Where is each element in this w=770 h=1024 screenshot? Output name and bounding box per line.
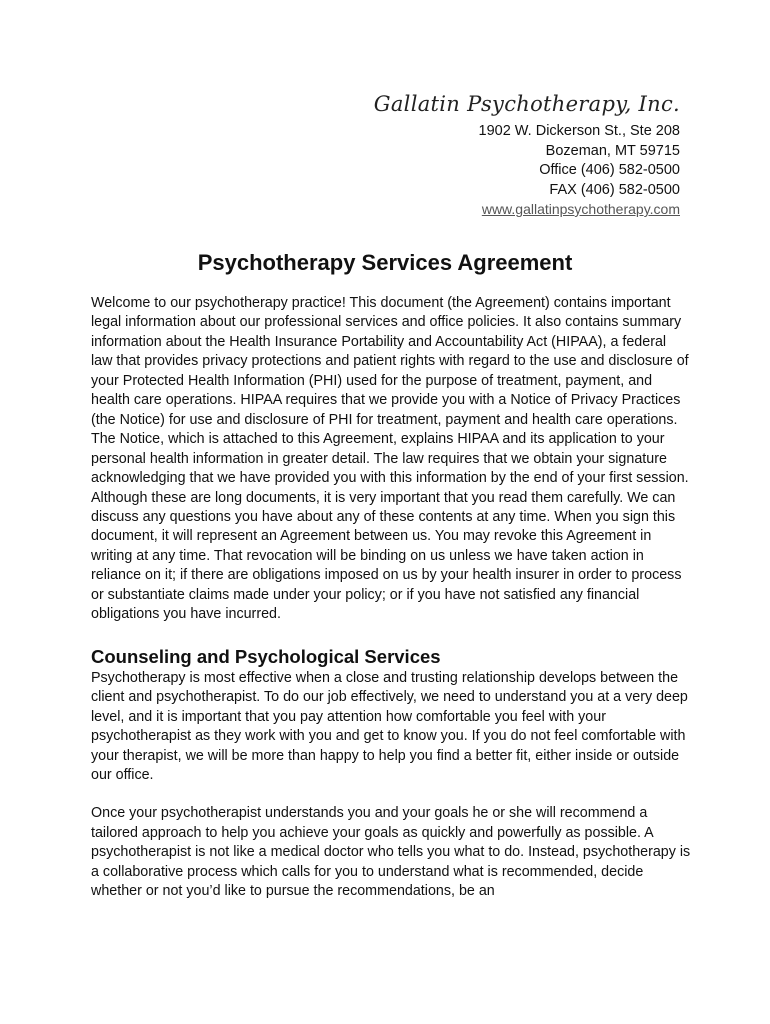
letterhead	[374, 92, 680, 219]
office-phone: Office (406) 582-0500	[539, 162, 680, 178]
counseling-paragraph-1: Psychotherapy is most effective when a close and trusting relationship develops between the client and psychotherapist. To do our job effectively, we need to understand you at a very deep level, and it is important that you pay attention how comfortable you feel with your psychotherapist as they work with you and get to know you. If you do not feel comfortable with your therapist, we will be more than happy to help you find a better fit, either inside or outside our office.	[91, 669, 688, 783]
website-link[interactable]: www.gallatinpsychotherapy.com	[481, 201, 680, 217]
street-address: 1902 W. Dickerson St., Ste 208	[478, 123, 680, 139]
fax-number: FAX (406) 582-0500	[549, 181, 680, 198]
intro-paragraph: Welcome to our psychotherapy practice! This document (the Agreement) contains important legal information about our professional services and office policies. It also contains summary information about the Health Insurance Portability and Accountability Act (HIPAA), a federal law that provides privacy protections and patient rights with regard to the use and disclosure of your Protected Health Information (PHI) used for the purpose of treatment, payment, and health care operations. HIPAA requires that we provide you with a Notice of Privacy Practices (the Notice) for use and disclosure of PHI for treatment, payment and health care operations. The Notice, which is attached to this Agreement, explains HIPAA and its application to your personal health information in greater detail. The law requires that we obtain your signature acknowledging that we have provided you with this information by the end of your first session. Although these are long documents, it is very important that you read them carefully. We can discuss any questions you have about any of these contents at any time. When you sign this document, it will represent an Agreement between us. You may revoke this Agreement in writing at any time. That revocation will be binding on us unless we have taken action in reliance on it; if there are obligations imposed on us by your health insurer in order to process or substantiate claims made under your policy; or if you have not satisfied any financial obligations you have incurred.	[91, 295, 689, 623]
practice-logo-text: Gallatin Psychotherapy, Inc.	[373, 92, 680, 116]
city-state-zip: Bozeman, MT 59715	[545, 142, 680, 159]
section-heading-counseling: Counseling and Psychological Services	[91, 645, 441, 667]
document-body	[91, 294, 691, 902]
document-title: Psychotherapy Services Agreement	[197, 250, 573, 275]
paragraph-spacer	[91, 785, 691, 804]
counseling-paragraph-2: Once your psychotherapist understands you and your goals he or she will recommend a tailored approach to help you achieve your goals as quickly and powerfully as possible. A psychotherapist is not like a medical doctor who tells you what to do. Instead, psychotherapy is a collaborative process which calls for you to understand what is recommended, decide whether or not you’d like to pursue the recommendations, be an	[91, 805, 691, 900]
